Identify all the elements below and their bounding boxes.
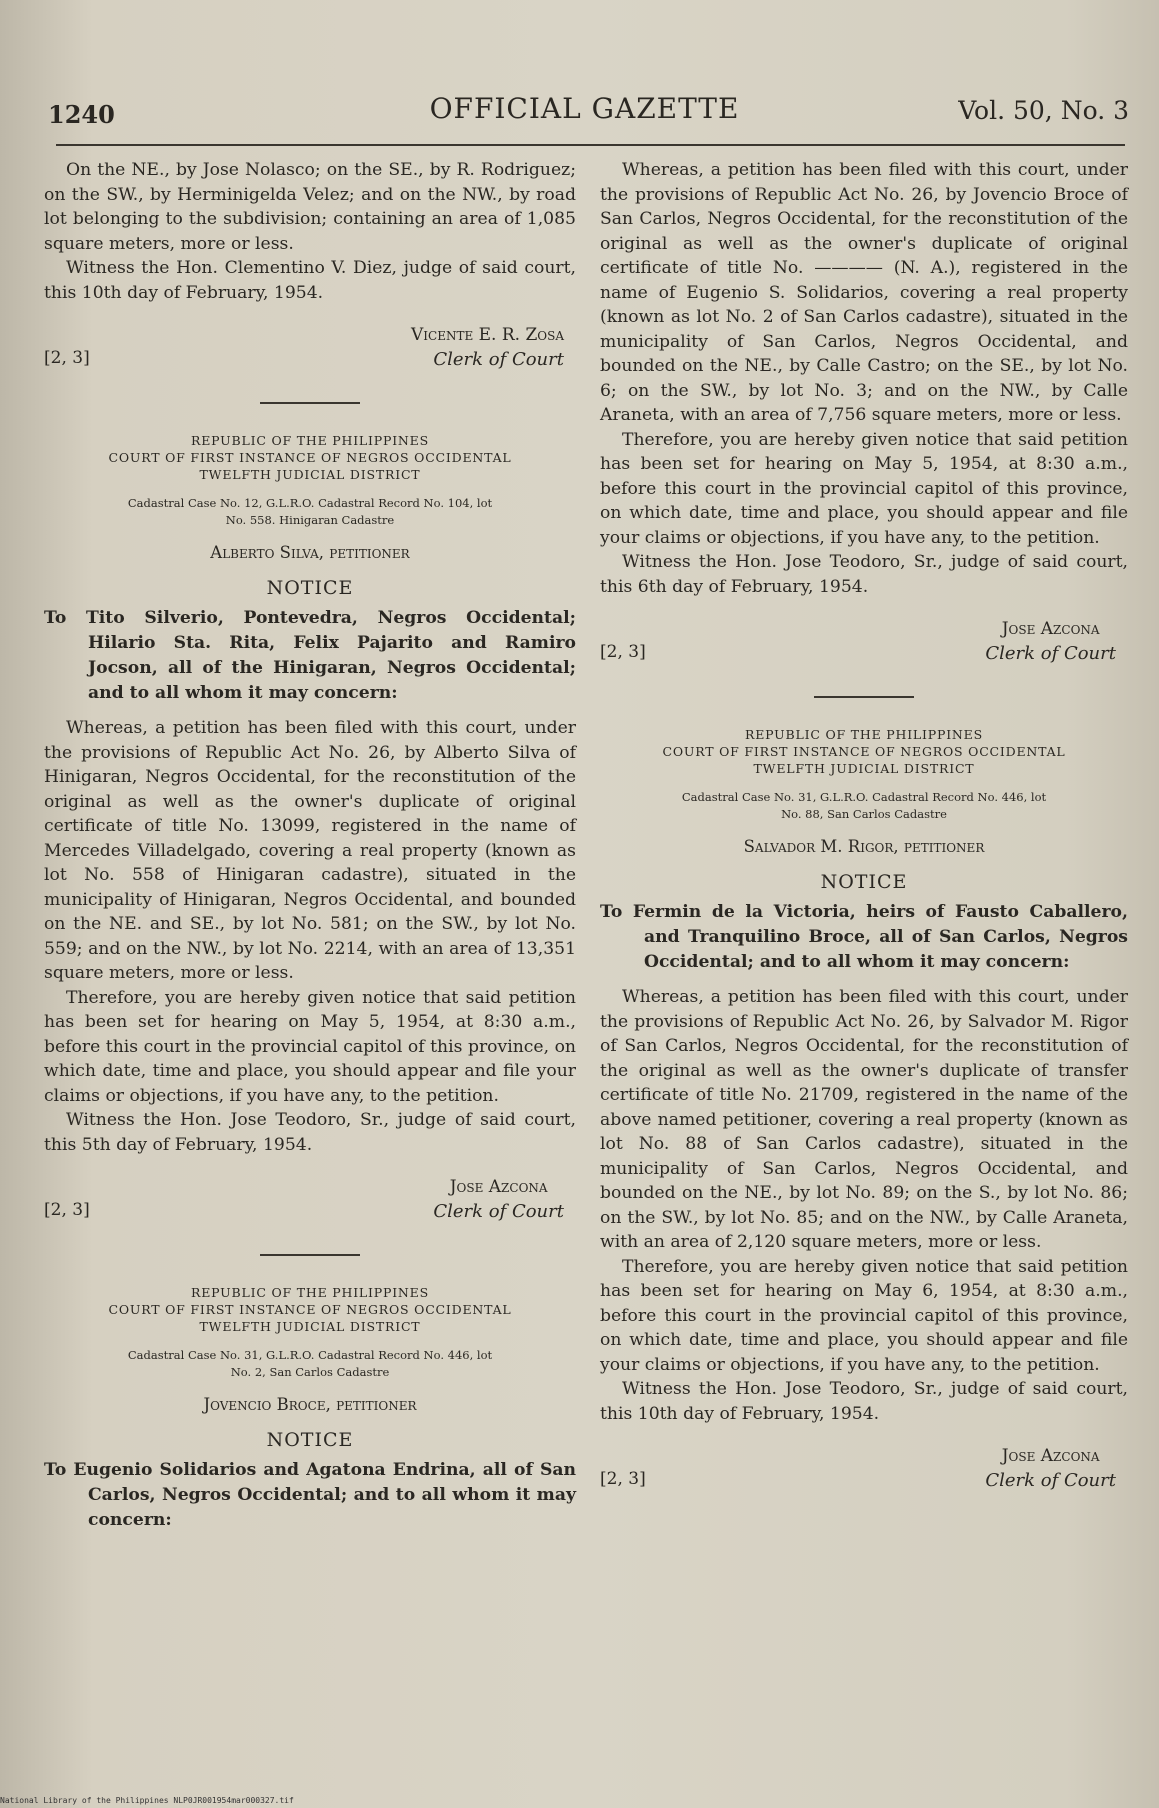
page-header: [40, 86, 1129, 136]
page-number: 1240: [48, 100, 115, 129]
signatory-title: Clerk of Court: [985, 642, 1116, 664]
section-divider: [260, 402, 360, 404]
notice-salvador-rigor: [600, 726, 1128, 1493]
paragraph: Whereas, a petition has been filed with this court, under the provisions of Republic Act No. 26, by Salvador M. Rigor of San Carlos, Negros Occidental, for the reconstitution of the original as well as the owner's duplicate of transfer certificate of title No. 21709, registered in the name of the above named petitioner, covering a real property (known as lot No. 88 of San Carlos cadastre), situated in the municipality of San Carlos, Negros Occidental, and bounded on the NE., by lot No. 89; on the S., by lot No. 86; on the SW., by lot No. 85; and on the NW., by Calle Araneta, with an area of 2,120 square meters, more or less.: [600, 987, 1128, 1252]
addressee: To Tito Silverio, Pontevedra, Negros Occidental; Hilario Sta. Rita, Felix Pajarito and Ramiro Jocson, all of the Hinigaran, Negros Occidental; and to all whom it may concern:: [44, 608, 576, 703]
addressee: To Fermin de la Victoria, heirs of Fausto Caballero, and Tranquilino Broce, all of San Carlos, Negros Occidental; and to all whom it may concern:: [600, 902, 1128, 972]
scan-footer: National Library of the Philippines NLP0JR001954mar000327.tif: [0, 1796, 294, 1805]
paragraph: Whereas, a petition has been filed with this court, under the provisions of Republic Act No. 26, by Alberto Silva of Hinigaran, Negros Occidental, for the reconstitution of the original as well as the owner's duplicate of original certificate of title No. 13099, registered in the name of Mercedes Villadelgado, covering a real property (known as lot No. 558 of Hinigaran cadastre), situated in the municipality of Hinigaran, Negros Occidental, and bounded on the NE. and SE., by lot No. 581; on the SW., by lot No. 559; and on the NW., by lot No. 2214, with an area of 13,351 square meters, more or less.: [44, 718, 576, 983]
signatory-name: Jose Azcona: [449, 1177, 548, 1197]
notice-heading: NOTICE: [266, 1428, 354, 1451]
petitioner-line: Alberto Silva, petitioner: [210, 543, 410, 562]
issue-number: [2, 3]: [600, 1468, 646, 1489]
signatory-title: Clerk of Court: [433, 1200, 564, 1222]
paragraph: Therefore, you are hereby given notice that said petition has been set for hearing on May 5, 1954, at 8:30 a.m., before this court in the provincial capitol of this province, on which date, time and place, you should appear and file your claims or objections, if you have any, to the petition.: [600, 429, 1128, 548]
right-column: [600, 158, 1128, 1493]
section-divider: [260, 1254, 360, 1256]
signature-block: [44, 1175, 576, 1224]
issue-number: [2, 3]: [600, 641, 646, 662]
volume-label: Vol. 50, No. 3: [958, 96, 1129, 125]
paragraph: Witness the Hon. Jose Teodoro, Sr., judge of said court, this 6th day of February, 1954.: [600, 552, 1128, 597]
publication-title: OFFICIAL GAZETTE: [429, 92, 740, 125]
left-column: [44, 158, 576, 1543]
paragraph: On the NE., by Jose Nolasco; on the SE., by R. Rodriguez; on the SW., by Herminigelda Velez; and on the NW., by road lot belonging to the subdivision; containing an area of 1,085 square meters, more or less.: [44, 160, 576, 254]
petitioner-line: Jovencio Broce, petitioner: [203, 1395, 417, 1414]
signature-block: [44, 323, 576, 372]
paragraph: Witness the Hon. Jose Teodoro, Sr., judge of said court, this 10th day of February, 1954.: [600, 1379, 1128, 1424]
paragraph: Therefore, you are hereby given notice that said petition has been set for hearing on May 6, 1954, at 8:30 a.m., before this court in the provincial capitol of this province, on which date, time and place, you should appear and file your claims or objections, if you have any, to the petition.: [600, 1256, 1128, 1375]
court-heading: REPUBLIC OF THE PHILIPPINES COURT OF FIRST INSTANCE OF NEGROS OCCIDENTAL TWELFTH JUDICIAL DISTRICT: [108, 433, 512, 482]
issue-number: [2, 3]: [44, 1199, 90, 1220]
signature-block: [600, 617, 1128, 666]
addressee: To Eugenio Solidarios and Agatona Endrina, all of San Carlos, Negros Occidental; and to all whom it may concern:: [44, 1460, 576, 1530]
signatory-title: Clerk of Court: [985, 1469, 1116, 1491]
paragraph: Whereas, a petition has been filed with this court, under the provisions of Republic Act No. 26, by Jovencio Broce of San Carlos, Negros Occidental, for the reconstitution of the original as well as the owner's duplicate of original certificate of title No. ———— (N. A.), registered in the name of Eugenio S. Solidarios, covering a real property (known as lot No. 2 of San Carlos cadastre), situated in the municipality of San Carlos, Negros Occidental, and bounded on the NE., by Calle Castro; on the SE., by lot No. 6; on the SW., by lot No. 3; and on the NW., by Calle Araneta, with an area of 7,756 square meters, more or less.: [600, 160, 1128, 425]
petitioner-line: Salvador M. Rigor, petitioner: [743, 837, 985, 856]
header-rule: [56, 144, 1125, 146]
signatory-name: Jose Azcona: [1001, 1446, 1100, 1466]
court-heading: REPUBLIC OF THE PHILIPPINES COURT OF FIRST INSTANCE OF NEGROS OCCIDENTAL TWELFTH JUDICIAL DISTRICT: [108, 1285, 512, 1334]
section-divider: [814, 696, 914, 698]
notice-heading: NOTICE: [266, 576, 354, 599]
case-reference: Cadastral Case No. 12, G.L.R.O. Cadastral Record No. 104, lot No. 558. Hinigaran Cadastre: [127, 496, 493, 527]
case-reference: Cadastral Case No. 31, G.L.R.O. Cadastral Record No. 446, lot No. 2, San Carlos Cadastre: [127, 1348, 493, 1379]
signatory-name: Vicente E. R. Zosa: [411, 325, 564, 345]
court-heading: REPUBLIC OF THE PHILIPPINES COURT OF FIRST INSTANCE OF NEGROS OCCIDENTAL TWELFTH JUDICIAL DISTRICT: [662, 727, 1066, 776]
paragraph: Witness the Hon. Clementino V. Diez, judge of said court, this 10th day of February, 1954.: [44, 258, 576, 303]
paragraph: Witness the Hon. Jose Teodoro, Sr., judge of said court, this 5th day of February, 1954.: [44, 1110, 576, 1155]
signatory-name: Jose Azcona: [1001, 619, 1100, 639]
issue-number: [2, 3]: [44, 347, 90, 368]
paragraph: Therefore, you are hereby given notice that said petition has been set for hearing on May 5, 1954, at 8:30 a.m., before this court in the provincial capitol of this province, on which date, time and place, you should appear and file your claims or objections, if you have any, to the petition.: [44, 987, 576, 1106]
signatory-title: Clerk of Court: [433, 348, 564, 370]
notice-jovencio-broce: [44, 1284, 576, 1533]
notice-alberto-silva: [44, 432, 576, 1224]
notice-heading: NOTICE: [820, 870, 908, 893]
signature-block: [600, 1444, 1128, 1493]
case-reference: Cadastral Case No. 31, G.L.R.O. Cadastral Record No. 446, lot No. 88, San Carlos Cadastre: [681, 790, 1047, 821]
